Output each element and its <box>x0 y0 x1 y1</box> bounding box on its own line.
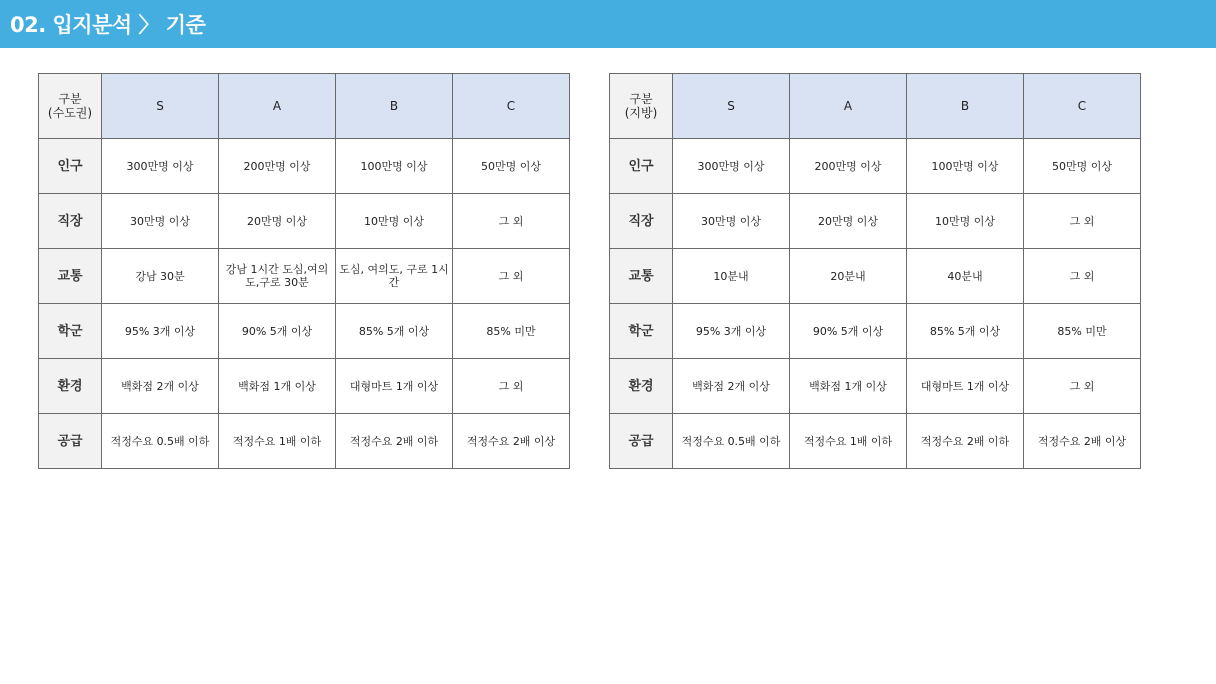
table-cell: 백화점 1개 이상 <box>790 359 907 414</box>
table-row <box>610 139 1141 194</box>
grade-header-s: S <box>673 74 790 139</box>
table-cell: 100만명 이상 <box>336 139 453 194</box>
table-row <box>610 359 1141 414</box>
table-cell: 적정수요 2배 이상 <box>453 414 570 469</box>
table-row <box>39 139 570 194</box>
corner-region: (수도권) <box>47 106 93 120</box>
table-cell: 적정수요 2배 이하 <box>336 414 453 469</box>
table-cell: 그 외 <box>1024 359 1141 414</box>
table-cell: 적정수요 1배 이하 <box>219 414 336 469</box>
table-row <box>39 249 570 304</box>
table-cell: 10만명 이상 <box>336 194 453 249</box>
row-label: 인구 <box>610 139 673 194</box>
table-cell: 100만명 이상 <box>907 139 1024 194</box>
grade-header-a: A <box>790 74 907 139</box>
table-cell: 적정수요 2배 이상 <box>1024 414 1141 469</box>
row-label: 교통 <box>39 249 102 304</box>
table-cell: 85% 5개 이상 <box>907 304 1024 359</box>
table-cell: 85% 미만 <box>1024 304 1141 359</box>
table-cell: 강남 30분 <box>102 249 219 304</box>
table-cell: 90% 5개 이상 <box>219 304 336 359</box>
criteria-table-metro <box>38 73 570 469</box>
table-cell: 그 외 <box>1024 194 1141 249</box>
table-cell: 도심, 여의도, 구로 1시간 <box>336 249 453 304</box>
table-cell: 그 외 <box>453 359 570 414</box>
table-cell: 30만명 이상 <box>102 194 219 249</box>
corner-title: 구분 <box>58 92 82 106</box>
title-bar <box>0 0 1216 48</box>
table-cell: 30만명 이상 <box>673 194 790 249</box>
table-cell: 50만명 이상 <box>453 139 570 194</box>
row-label: 학군 <box>610 304 673 359</box>
table-cell: 10분내 <box>673 249 790 304</box>
corner-header <box>610 74 673 139</box>
page-title: 02. 입지분석 〉 기준 <box>10 13 206 37</box>
table-cell: 백화점 2개 이상 <box>102 359 219 414</box>
criteria-table <box>38 73 570 469</box>
grade-header-c: C <box>453 74 570 139</box>
table-cell: 10만명 이상 <box>907 194 1024 249</box>
row-label: 교통 <box>610 249 673 304</box>
grade-header-c: C <box>1024 74 1141 139</box>
table-header-row <box>39 74 570 139</box>
grade-header-a: A <box>219 74 336 139</box>
table-header-row <box>610 74 1141 139</box>
row-label: 공급 <box>39 414 102 469</box>
table-cell: 20만명 이상 <box>790 194 907 249</box>
row-label: 직장 <box>39 194 102 249</box>
table-cell: 40분내 <box>907 249 1024 304</box>
table-row <box>610 304 1141 359</box>
table-cell: 그 외 <box>453 249 570 304</box>
table-row <box>610 194 1141 249</box>
grade-header-b: B <box>907 74 1024 139</box>
corner-title: 구분 <box>629 92 653 106</box>
table-row <box>39 359 570 414</box>
table-cell: 20분내 <box>790 249 907 304</box>
table-row <box>610 414 1141 469</box>
table-cell: 적정수요 0.5배 이하 <box>673 414 790 469</box>
row-label: 공급 <box>610 414 673 469</box>
corner-header <box>39 74 102 139</box>
table-cell: 적정수요 0.5배 이하 <box>102 414 219 469</box>
table-cell: 50만명 이상 <box>1024 139 1141 194</box>
table-row <box>39 414 570 469</box>
criteria-table <box>609 73 1141 469</box>
table-cell: 85% 미만 <box>453 304 570 359</box>
row-label: 직장 <box>610 194 673 249</box>
table-cell: 95% 3개 이상 <box>102 304 219 359</box>
table-cell: 95% 3개 이상 <box>673 304 790 359</box>
table-cell: 백화점 1개 이상 <box>219 359 336 414</box>
corner-region: (지방) <box>624 106 658 120</box>
grade-header-s: S <box>102 74 219 139</box>
table-cell: 대형마트 1개 이상 <box>907 359 1024 414</box>
table-cell: 적정수요 1배 이하 <box>790 414 907 469</box>
table-cell: 200만명 이상 <box>790 139 907 194</box>
table-row <box>610 249 1141 304</box>
table-row <box>39 194 570 249</box>
table-cell: 그 외 <box>1024 249 1141 304</box>
row-label: 환경 <box>39 359 102 414</box>
row-label: 학군 <box>39 304 102 359</box>
grade-header-b: B <box>336 74 453 139</box>
table-cell: 20만명 이상 <box>219 194 336 249</box>
table-cell: 300만명 이상 <box>673 139 790 194</box>
table-cell: 대형마트 1개 이상 <box>336 359 453 414</box>
table-row <box>39 304 570 359</box>
criteria-table-regional <box>609 73 1141 469</box>
table-cell: 백화점 2개 이상 <box>673 359 790 414</box>
table-cell: 강남 1시간 도심,여의도,구로 30분 <box>219 249 336 304</box>
row-label: 인구 <box>39 139 102 194</box>
row-label: 환경 <box>610 359 673 414</box>
table-cell: 그 외 <box>453 194 570 249</box>
table-cell: 300만명 이상 <box>102 139 219 194</box>
table-cell: 85% 5개 이상 <box>336 304 453 359</box>
table-cell: 90% 5개 이상 <box>790 304 907 359</box>
table-cell: 200만명 이상 <box>219 139 336 194</box>
table-cell: 적정수요 2배 이하 <box>907 414 1024 469</box>
